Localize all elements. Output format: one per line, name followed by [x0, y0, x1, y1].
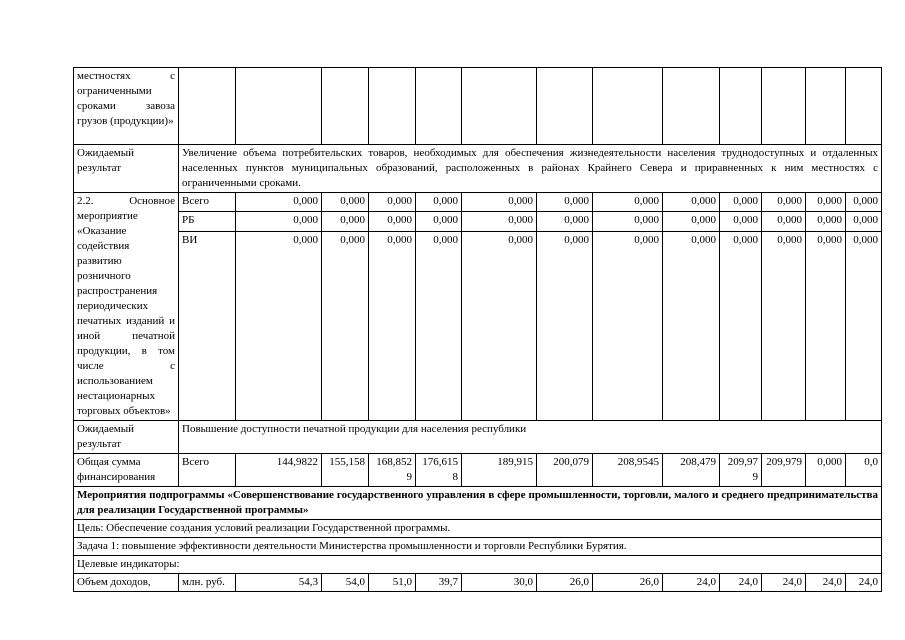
value-cell: 0,000 — [236, 231, 322, 420]
event-2-2-label: 2.2. Основное мероприятие «Оказание содействия развитию розничного распространения периодических печатных изданий и иной печатной продукции, в том числе с использованием нестационарных торговых объектов» — [74, 193, 179, 421]
value-cell: 0,000 — [593, 212, 663, 231]
value-cell: 0,000 — [663, 193, 720, 212]
income-volume-label: Объем доходов, — [74, 574, 179, 592]
value-cell: 176,6158 — [416, 454, 462, 487]
value-cell: 0,000 — [537, 193, 593, 212]
row-expected-result-1 — [74, 145, 882, 193]
value-cell: 0,000 — [806, 212, 846, 231]
value-cell: 30,0 — [462, 574, 537, 592]
value-cell: 0,000 — [593, 231, 663, 420]
value-cell: 0,000 — [720, 193, 762, 212]
source-label: РБ — [179, 212, 236, 231]
value-cell: 0,000 — [663, 231, 720, 420]
task-text: Задача 1: повышение эффективности деятельности Министерства промышленности и торговли Республики Бурятия. — [74, 538, 882, 556]
value-cell: 200,079 — [537, 454, 593, 487]
subprogram-heading: Мероприятия подпрограммы «Совершенствование государственного управления в сфере промышленности, торговли, малого и среднего предпринимательства для реализации Государственной программы» — [74, 487, 882, 520]
value-cell: 0,000 — [762, 193, 806, 212]
row-subprogram-heading — [74, 487, 882, 520]
source-label: ВИ — [179, 231, 236, 420]
value-cell: 0,000 — [806, 231, 846, 420]
value-cell: 0,000 — [322, 193, 369, 212]
value-cell: 208,9545 — [593, 454, 663, 487]
value-cell: 0,000 — [846, 193, 882, 212]
value-cell: 0,000 — [322, 231, 369, 420]
value-cell: 0,000 — [322, 212, 369, 231]
row-income-volume — [74, 574, 882, 592]
value-cell: 24,0 — [806, 574, 846, 592]
row-task — [74, 538, 882, 556]
row-total-financing — [74, 454, 882, 487]
value-cell: 0,000 — [416, 193, 462, 212]
row-event-2-2-vi — [74, 231, 882, 420]
event-label-continued: местностях с ограниченными сроками завоза грузов (продукции)» — [74, 68, 179, 145]
value-cell: 0,0 — [846, 454, 882, 487]
unit-label: млн. руб. — [179, 574, 236, 592]
value-cell: 0,000 — [806, 454, 846, 487]
value-cell: 168,8529 — [369, 454, 416, 487]
budget-table — [73, 67, 882, 592]
value-cell: 51,0 — [369, 574, 416, 592]
indicators-heading: Целевые индикаторы: — [74, 556, 882, 574]
value-cell: 0,000 — [462, 231, 537, 420]
row-event-2-2-total — [74, 193, 882, 212]
goal-text: Цель: Обеспечение создания условий реализации Государственной программы. — [74, 520, 882, 538]
value-cell: 144,9822 — [236, 454, 322, 487]
value-cell: 0,000 — [846, 212, 882, 231]
value-cell: 0,000 — [762, 212, 806, 231]
value-cell: 0,000 — [537, 212, 593, 231]
value-cell: 0,000 — [537, 231, 593, 420]
value-cell: 26,0 — [537, 574, 593, 592]
value-cell: 0,000 — [720, 212, 762, 231]
value-cell: 24,0 — [663, 574, 720, 592]
row-expected-result-2 — [74, 421, 882, 454]
source-label: Всего — [179, 193, 236, 212]
value-cell: 24,0 — [720, 574, 762, 592]
value-cell: 0,000 — [462, 193, 537, 212]
value-cell: 0,000 — [416, 231, 462, 420]
expected-result-text: Повышение доступности печатной продукции для населения республики — [179, 421, 882, 454]
value-cell: 54,0 — [322, 574, 369, 592]
value-cell: 0,000 — [369, 212, 416, 231]
value-cell: 0,000 — [416, 212, 462, 231]
value-cell: 0,000 — [236, 193, 322, 212]
value-cell: 0,000 — [369, 231, 416, 420]
expected-result-label: Ожидаемый результат — [74, 421, 179, 454]
row-previous-event-tail — [74, 68, 882, 145]
row-goal — [74, 520, 882, 538]
value-cell: 0,000 — [846, 231, 882, 420]
value-cell: 0,000 — [806, 193, 846, 212]
value-cell: 0,000 — [462, 212, 537, 231]
value-cell: 0,000 — [236, 212, 322, 231]
value-cell: 0,000 — [663, 212, 720, 231]
row-indicators — [74, 556, 882, 574]
expected-result-label: Ожидаемый результат — [74, 145, 179, 193]
value-cell: 0,000 — [720, 231, 762, 420]
value-cell: 39,7 — [416, 574, 462, 592]
source-label: Всего — [179, 454, 236, 487]
value-cell: 0,000 — [762, 231, 806, 420]
value-cell: 24,0 — [846, 574, 882, 592]
value-cell: 24,0 — [762, 574, 806, 592]
value-cell: 208,479 — [663, 454, 720, 487]
total-financing-label: Общая сумма финансирования — [74, 454, 179, 487]
value-cell: 189,915 — [462, 454, 537, 487]
value-cell: 54,3 — [236, 574, 322, 592]
value-cell: 26,0 — [593, 574, 663, 592]
value-cell: 209,979 — [720, 454, 762, 487]
expected-result-text: Увеличение объема потребительских товаров, необходимых для обеспечения жизнедеятельности населения труднодоступных и отдаленных населенных пунктов муниципальных образований, расположенных в районах Крайнего Севера и приравненных к ним местностях с ограниченными сроками. — [179, 145, 882, 193]
row-event-2-2-rb — [74, 212, 882, 231]
value-cell: 209,979 — [762, 454, 806, 487]
value-cell: 0,000 — [369, 193, 416, 212]
value-cell: 0,000 — [593, 193, 663, 212]
value-cell: 155,158 — [322, 454, 369, 487]
